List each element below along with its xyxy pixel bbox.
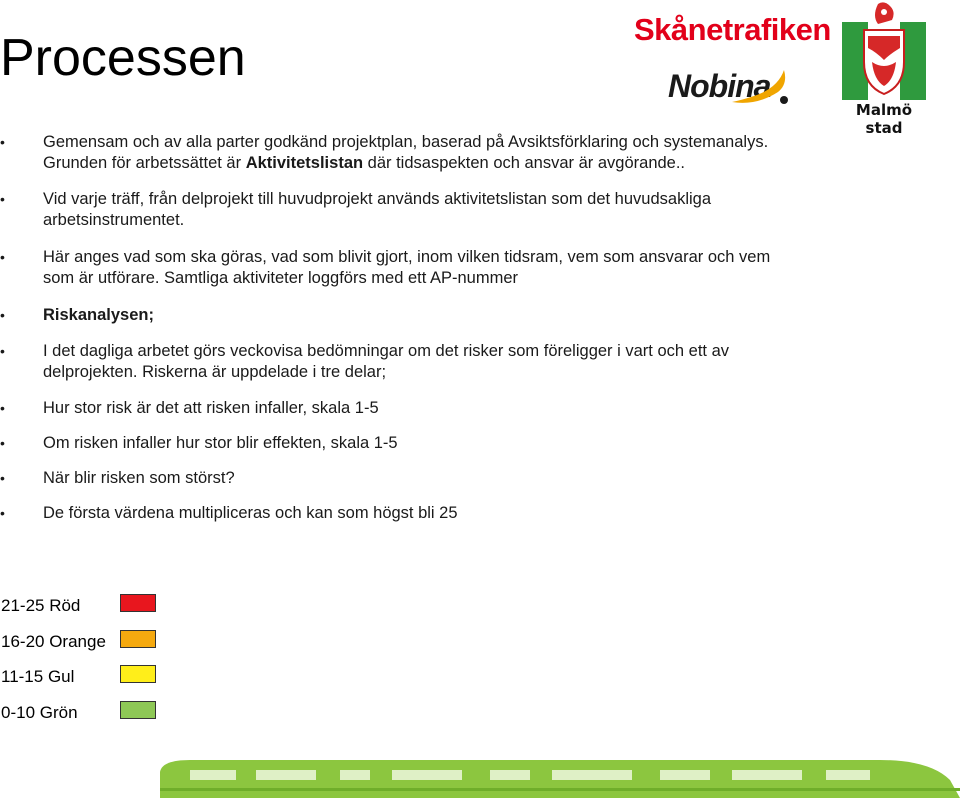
bullet-text: När blir risken som störst?	[43, 469, 235, 487]
bullet-text: I det dagliga arbetet görs veckovisa bedömningar om det risker som föreligger i vart och ett av delprojekten. Riskerna är uppdelade i tre delar;	[43, 342, 730, 381]
bullet-glyph: •	[0, 134, 5, 150]
legend-swatch-green	[120, 701, 156, 719]
bullet-text: Hur stor risk är det att risken infaller, skala 1-5	[43, 399, 379, 417]
legend-row-orange	[0, 630, 160, 654]
bullet-glyph: •	[0, 249, 5, 265]
bullet-text: Här anges vad som ska göras, vad som blivit gjort, inom vilken tidsram, vem som ansvarar och vem som är utförare. Samtliga aktiviteter loggförs med ett AP-nummer	[43, 248, 771, 287]
bullet-text: Om risken infaller hur stor blir effekten, skala 1-5	[43, 434, 398, 452]
bullet-glyph: •	[0, 343, 5, 359]
list-item	[0, 132, 800, 174]
malmo-stad-logo	[838, 0, 930, 137]
list-item	[0, 247, 800, 289]
list-item	[0, 433, 800, 454]
bullet-glyph: •	[0, 307, 5, 323]
bullet-bold-text: Aktivitetslistan	[245, 154, 364, 172]
bullet-glyph: •	[0, 400, 5, 416]
malmo-coat-of-arms-icon	[838, 0, 930, 100]
legend-label: 0-10 Grön	[1, 703, 78, 722]
list-item	[0, 468, 800, 489]
legend-label: 11-15 Gul	[1, 667, 75, 686]
legend-swatch-red	[120, 594, 156, 612]
legend-row-red	[0, 594, 160, 618]
legend-row-yellow	[0, 665, 160, 689]
bullet-list	[0, 130, 800, 524]
legend-label: 16-20 Orange	[1, 632, 106, 651]
bullet-text: De första värdena multipliceras och kan som högst bli 25	[43, 504, 458, 522]
list-item	[0, 189, 800, 231]
train-graphic	[160, 752, 960, 798]
malmo-stad-label: Malmö stad	[855, 101, 913, 137]
page-title: Processen	[0, 29, 246, 87]
bullet-text: Gemensam och av alla parter godkänd projektplan, baserad på Avsiktsförklaring och systemanalys. Grunden för arbetssättet är	[43, 133, 769, 172]
list-item	[0, 341, 800, 383]
bullet-glyph: •	[0, 435, 5, 451]
nobina-logo-text: Nobina	[668, 68, 771, 104]
list-item	[0, 503, 800, 524]
bullet-text: Vid varje träff, från delprojekt till huvudprojekt används aktivitetslistan som det huvudsakliga arbetsinstrumentet.	[43, 190, 712, 229]
legend-row-green	[0, 701, 160, 725]
legend-swatch-yellow	[120, 665, 156, 683]
bullet-glyph: •	[0, 470, 5, 486]
bullet-glyph: •	[0, 191, 5, 207]
legend-swatch-orange	[120, 630, 156, 648]
list-item	[0, 305, 800, 326]
nobina-swoosh-icon	[726, 62, 792, 108]
skanetrafiken-logo: Skånetrafiken	[634, 12, 831, 47]
list-item	[0, 398, 800, 419]
legend-label: 21-25 Röd	[1, 596, 81, 615]
bullet-text: där tidsaspekten och ansvar är avgörande..	[363, 154, 686, 172]
nobina-logo	[668, 62, 793, 112]
bullet-bold-text: Riskanalysen;	[43, 306, 154, 324]
bullet-glyph: •	[0, 505, 5, 521]
